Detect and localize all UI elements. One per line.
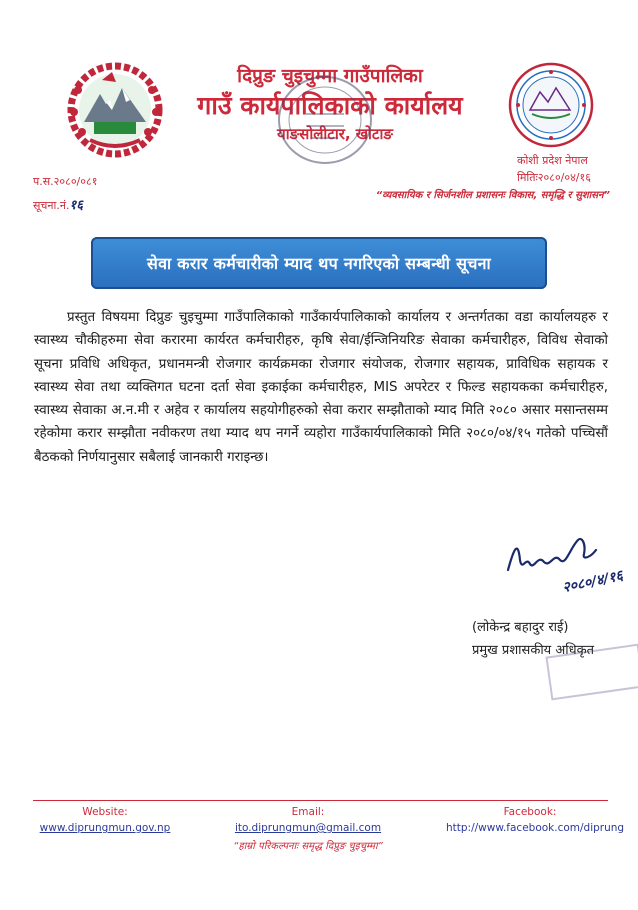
facebook-link[interactable]: http://www.facebook.com/diprung [446,822,625,834]
notice-number-value: १६ [69,198,84,213]
footer-motto: “हाम्रो परिकल्पनाः समृद्ध दिप्रुङ चुइचुम्मा” [233,841,383,852]
office-motto: “व्यवसायिक र सिर्जनशील प्रशासनः विकास, समृद्धि र सुशासन” [375,190,610,201]
municipality-seal-logo [508,62,594,148]
municipality-name: दिप्रुङ चुइचुम्मा गाउँपालिका [237,65,423,87]
notice-number [33,195,83,213]
office-stamp [276,74,374,166]
footer-divider [33,800,608,801]
officer-designation: प्रमुख प्रशासकीय अधिकृत [472,643,595,658]
date-label: मितिः [517,171,538,184]
nepal-emblem-logo [60,60,170,160]
date-value: २०८०/०४/१६ [537,171,591,184]
notice-number-label: सूचना.नं. [33,199,70,212]
reference-number: प.स.२०८०/०८१ [33,175,98,188]
website-link[interactable]: www.diprungmun.gov.np [39,822,171,834]
signature-date: २०८०/४/१६ [561,567,625,597]
website-label: Website: [82,806,128,818]
issue-date [517,170,591,185]
officer-name: (लोकेन्द्र बहादुर राई) [472,620,569,635]
facebook-label: Facebook: [503,806,557,818]
notice-body: प्रस्तुत विषयमा दिप्रुङ चुइचुम्मा गाउँपालिकाको गाउँकार्यपालिकाको कार्यालय र अन्तर्गतका वडा कार्यालयहरु र स्वास्थ्य चौकीहरुमा सेवा करारमा कार्यरत कर्मचारीहरु, कृषि सेवा/ईन्जिनियरिङ सेवाका कर्मचारीहरु, विविध सेवाको सूचना प्रविधि अधिकृत, प्रधानमन्त्री रोजगार कार्यक्रमका रोजगार संयोजक, रोजगार सहायक, प्राविधिक सहायक र स्वास्थ्य सेवा तथा व्यक्तिगत घटना दर्ता सेवा इकाईका कर्मचारीहरु, MIS अपरेटर र फिल्ड सहायकका कर्मचारीहरु, स्वास्थ्य सेवाका अ.न.मी र अहेव र कार्यालय सहयोगीहरुको सेवा करार सम्झौताको म्याद मिति २०८० असार मसान्तसम्म रहेकोमा करार सम्झौता नवीकरण तथा म्याद थप नगर्ने व्यहोरा गाउँकार्यपालिकाको मिति २०८०/०४/१५ गतेको पच्चिसौं बैठकको निर्णयानुसार सबैलाई जानकारी गराइन्छ। [34,310,608,465]
office-address: याङसोलीटार, खोटाङ [277,125,393,143]
notice-title: सेवा करार कर्मचारीको म्याद थप नगरिएको सम्बन्धी सूचना [91,237,547,289]
province-name: कोशी प्रदेश नेपाल [517,154,588,167]
email-link[interactable]: ito.diprungmun@gmail.com [234,822,382,834]
email-label: Email: [291,806,325,818]
office-name: गाउँ कार्यपालिकाको कार्यालय [197,91,463,120]
